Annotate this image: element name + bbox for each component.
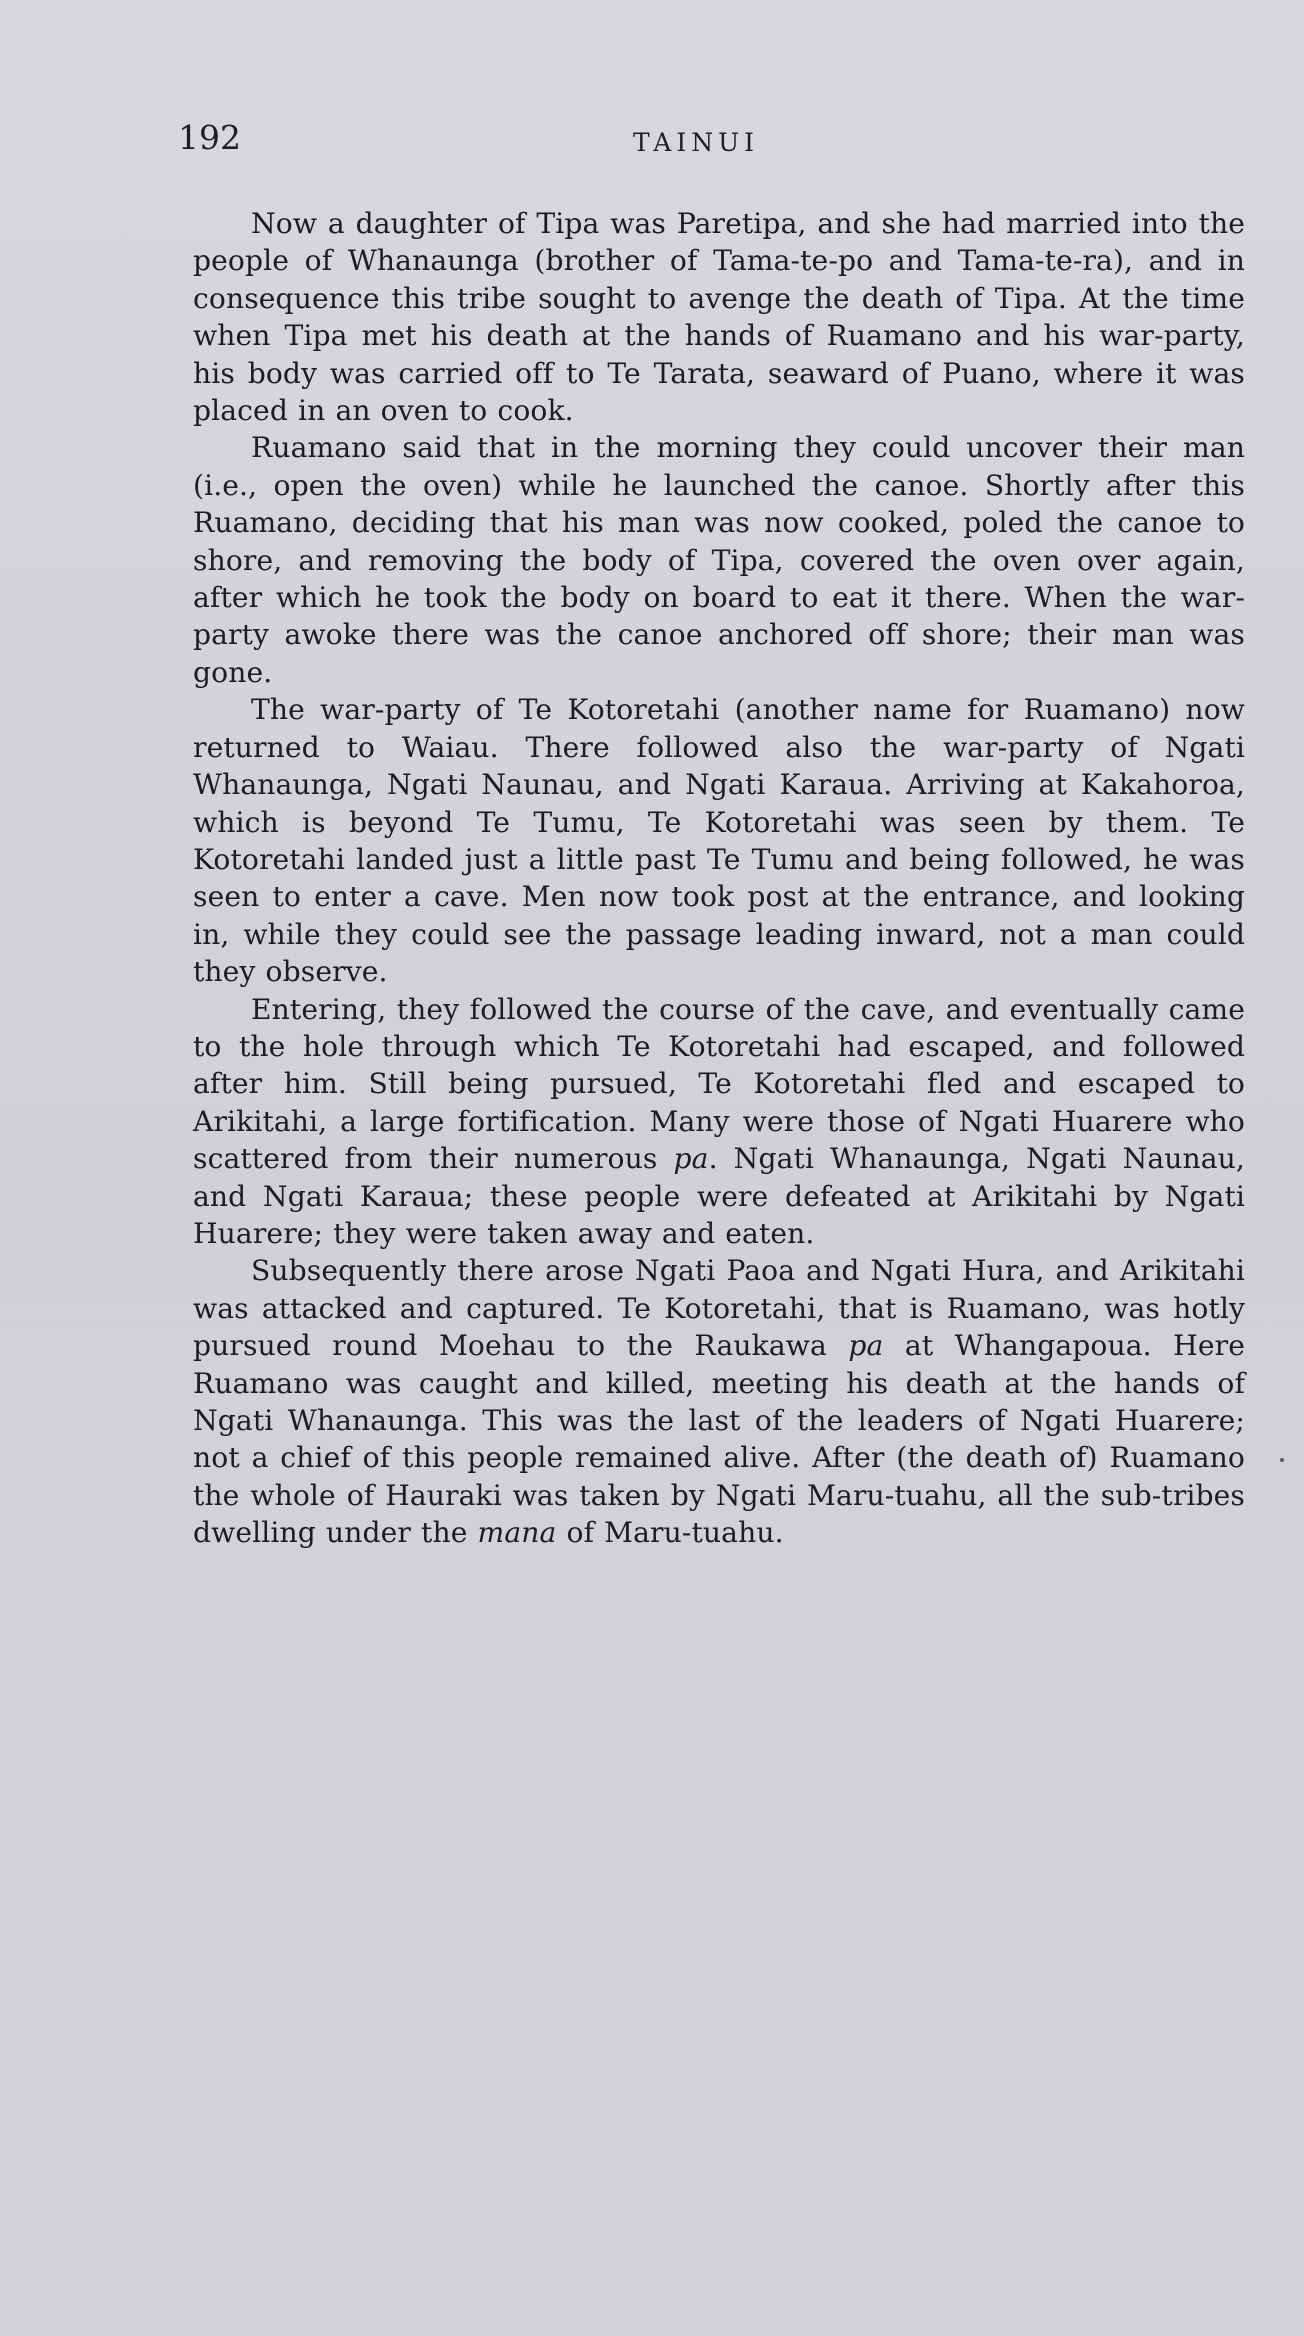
paragraph <box>193 691 1245 990</box>
running-title: TAINUI <box>633 128 760 157</box>
italic-term: mana <box>477 1516 557 1550</box>
page-header <box>178 110 1248 170</box>
paragraph <box>193 429 1245 691</box>
text-segment: The war-party of Te Kotoretahi (another name for Ruamano) now returned to Waiau. There followed also the war-party of Ngati Whanaunga, Ngati Naunau, and Ngati Karaua. Arriving at Kakahoroa, which is beyond Te Tumu, Te Kotoretahi was seen by them. Te Kotoretahi landed just a little past Te Tumu and being followed, he was seen to enter a cave. Men now took post at the entrance, and looking in, while they could see the passage leading inward, not a man could they observe. <box>193 693 1245 989</box>
text-segment: Subsequently there arose Ngati Paoa and Ngati Hura, and Arikitahi was attacked and captured. Te Kotoretahi, that is Ruamano, was hotly pursued round Moehau to the Raukawa <box>193 1254 1245 1363</box>
text-segment: of Maru-tuahu. <box>556 1516 784 1550</box>
text-segment: . Ngati Whanaunga, Ngati Naunau, and Ngati Karaua; these people were defeated at Arikitahi by Ngati Huarere; they were taken away and eaten. <box>193 1142 1245 1250</box>
paragraph <box>193 205 1245 429</box>
paragraph <box>193 1252 1245 1551</box>
text-segment: Ruamano said that in the morning they could uncover their man (i.e., open the oven) while he launched the canoe. Shortly after this Ruamano, deciding that his man was now cooked, poled the canoe to shore, and removing the body of Tipa, covered the oven over again, after which he took the body on board to eat it there. When the war-party awoke there was the canoe anchored off shore; their man was gone. <box>193 431 1245 689</box>
paragraph <box>193 991 1245 1253</box>
body-text <box>193 205 1245 1552</box>
text-segment: Now a daughter of Tipa was Paretipa, and she had married into the people of Whanaunga (brother of Tama-te-po and Tama-te-ra), and in consequence this tribe sought to avenge the death of Tipa. At the time when Tipa met his death at the hands of Ruamano and his war-party, his body was carried off to Te Tarata, seaward of Puano, where it was placed in an oven to cook. <box>193 207 1245 428</box>
text-segment: at Whangapoua. Here Ruamano was caught and killed, meeting his death at the hands of Ngati Whanaunga. This was the last of the leaders of Ngati Huarere; not a chief of this people remained alive. After (the death of) Ruamano the whole of Hauraki was taken by Ngati Maru-tuahu, all the sub-tribes dwelling under the <box>193 1329 1245 1550</box>
text-segment: Entering, they followed the course of the cave, and eventually came to the hole through which Te Kotoretahi had escaped, and followed after him. Still being pursued, Te Kotoretahi fled and escaped to Arikitahi, a large fortification. Many were those of Ngati Huarere who scattered from their numerous <box>193 992 1245 1176</box>
margin-speck <box>1280 1458 1284 1462</box>
italic-term: pa <box>848 1329 884 1363</box>
italic-term: pa <box>673 1142 709 1176</box>
page-number: 192 <box>178 118 241 157</box>
